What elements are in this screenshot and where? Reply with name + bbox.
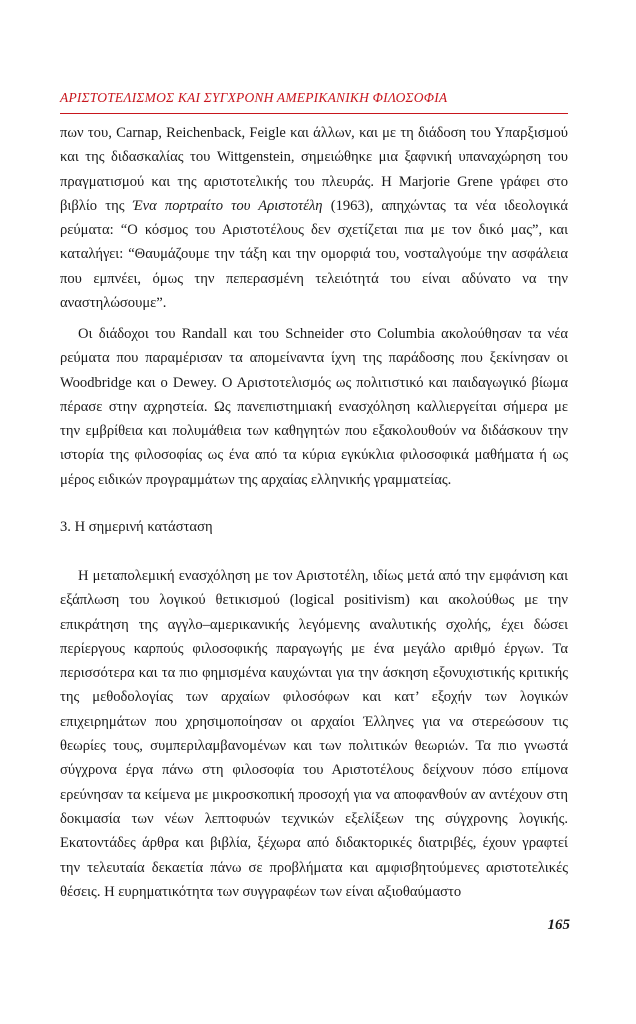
paragraph-text: πων του, Carnap, Reichenback, Feigle και άλλων, και με τη διάδοση του Υπαρξισμού και της διδασκαλίας του Wittgenstein, σημειώθηκε μια ξαφνική υπαναχώρηση του πραγματισμού και της αριστοτελικής του πλευράς. Η Marjorie Grene γράφει στο βιβλίο της <box>60 125 568 214</box>
paragraph-text: Οι διάδοχοι του Randall και του Schneider στο Columbia ακολούθησαν τα νέα ρεύματα που παραμέρισαν τα απομείναντα ίχνη της παράδοσης που ξεκίνησαν οι Woodbridge και ο Dewey. Ο Αριστοτελισμός ως πολιτιστικό και παιδαγωγικό βίωμα πέρασε στην αχρηστεία. Ως πανεπιστημιακή ενασχόληση καλλιεργείται σήμερα με την εμβρίθεια και πολυμάθεια των καθηγητών που εξακολουθούν να διδάσκουν την ιστορία της φιλοσοφίας ως ένα από τα κύρια εγκύκλια φιλοσοφικά μαθήματα ή ως μέρος ειδικών προγραμμάτων της αρχαίας ελληνικής γραμματείας. <box>60 326 568 488</box>
running-header-title: ΑΡΙΣΤΟΤΕΛΙΣΜΟΣ ΚΑΙ ΣΥΓΧΡΟΝΗ ΑΜΕΡΙΚΑΝΙΚΗ ΦΙΛΟΣΟΦΙΑ <box>60 90 448 105</box>
paragraph-text: (1963), απηχώντας τα νέα ιδεολογικά ρεύματα: “Ο κόσμος του Αριστοτέλους δεν σχετίζεται πια με τον δικό μας”, και καταλήγει: “Θαυμάζουμε την τάξη και την ομορφιά του, νοσταλγούμε την ασφάλεια που εμπνέει, όμως την πεπερασμένη τελειότητά του είναι αδύνατο να την αναστηλώσουμε”. <box>60 197 568 312</box>
section-heading: 3. Η σημερινή κατάσταση <box>60 519 213 535</box>
paragraph <box>60 564 568 904</box>
paragraph <box>60 322 568 492</box>
header-rule-divider <box>60 113 568 114</box>
paragraph-text: Η μεταπολεμική ενασχόληση με τον Αριστοτέλη, ιδίως μετά από την εμφάνιση και εξάπλωση του λογικού θετικισμού (logical positivism) και ακολούθως με την επικράτηση της αγγλο–αμερικανικής λεγόμενης αναλυτικής σχολής, έχει δώσει περίεργους καρπούς φιλοσοφικής παραγωγής με ένα μεγάλο αριθμό έργων. Τα περισσότερα και τα πιο φημισμένα καυχώνται για την άσκηση εξονυχιστικής κριτικής της μεθοδολογίας των αρχαίων φιλοσόφων και κατ’ εξοχήν των λογικών επιχειρημάτων που χρησιμοποίησαν οι αρχαίοι Έλληνες για να στερεώσουν τις θεωρίες τους, συμπεριλαμβανομένων και των πολιτικών θεωριών. Τα πιο γνωστά σύγχρονα έργα πάνω στη φιλοσοφία του Αριστοτέλους δείχνουν πόσο επίμονα ερεύνησαν τα κείμενα με μικροσκοπική προσοχή για να αποφανθούν αν αντέχουν στη δοκιμασία των νέων λεπτοφυών τεχνικών εξελίξεων της σύγχρονης λογικής. Εκατοντάδες άρθρα και βιβλία, ξέχωρα από διδακτορικές διατριβές, έχουν γραφτεί την τελευταία δεκαετία πάνω σε προβλήματα και αμφισβητούμενες αριστοτελικές θέσεις. Η ευρηματικότητα των συγγραφέων των είναι αξιοθαύμαστο <box>60 568 568 900</box>
page-number: 165 <box>547 917 570 933</box>
paragraph-continued <box>60 121 568 315</box>
book-title-italic: Ένα πορτραίτο του Αριστοτέλη <box>132 197 323 214</box>
